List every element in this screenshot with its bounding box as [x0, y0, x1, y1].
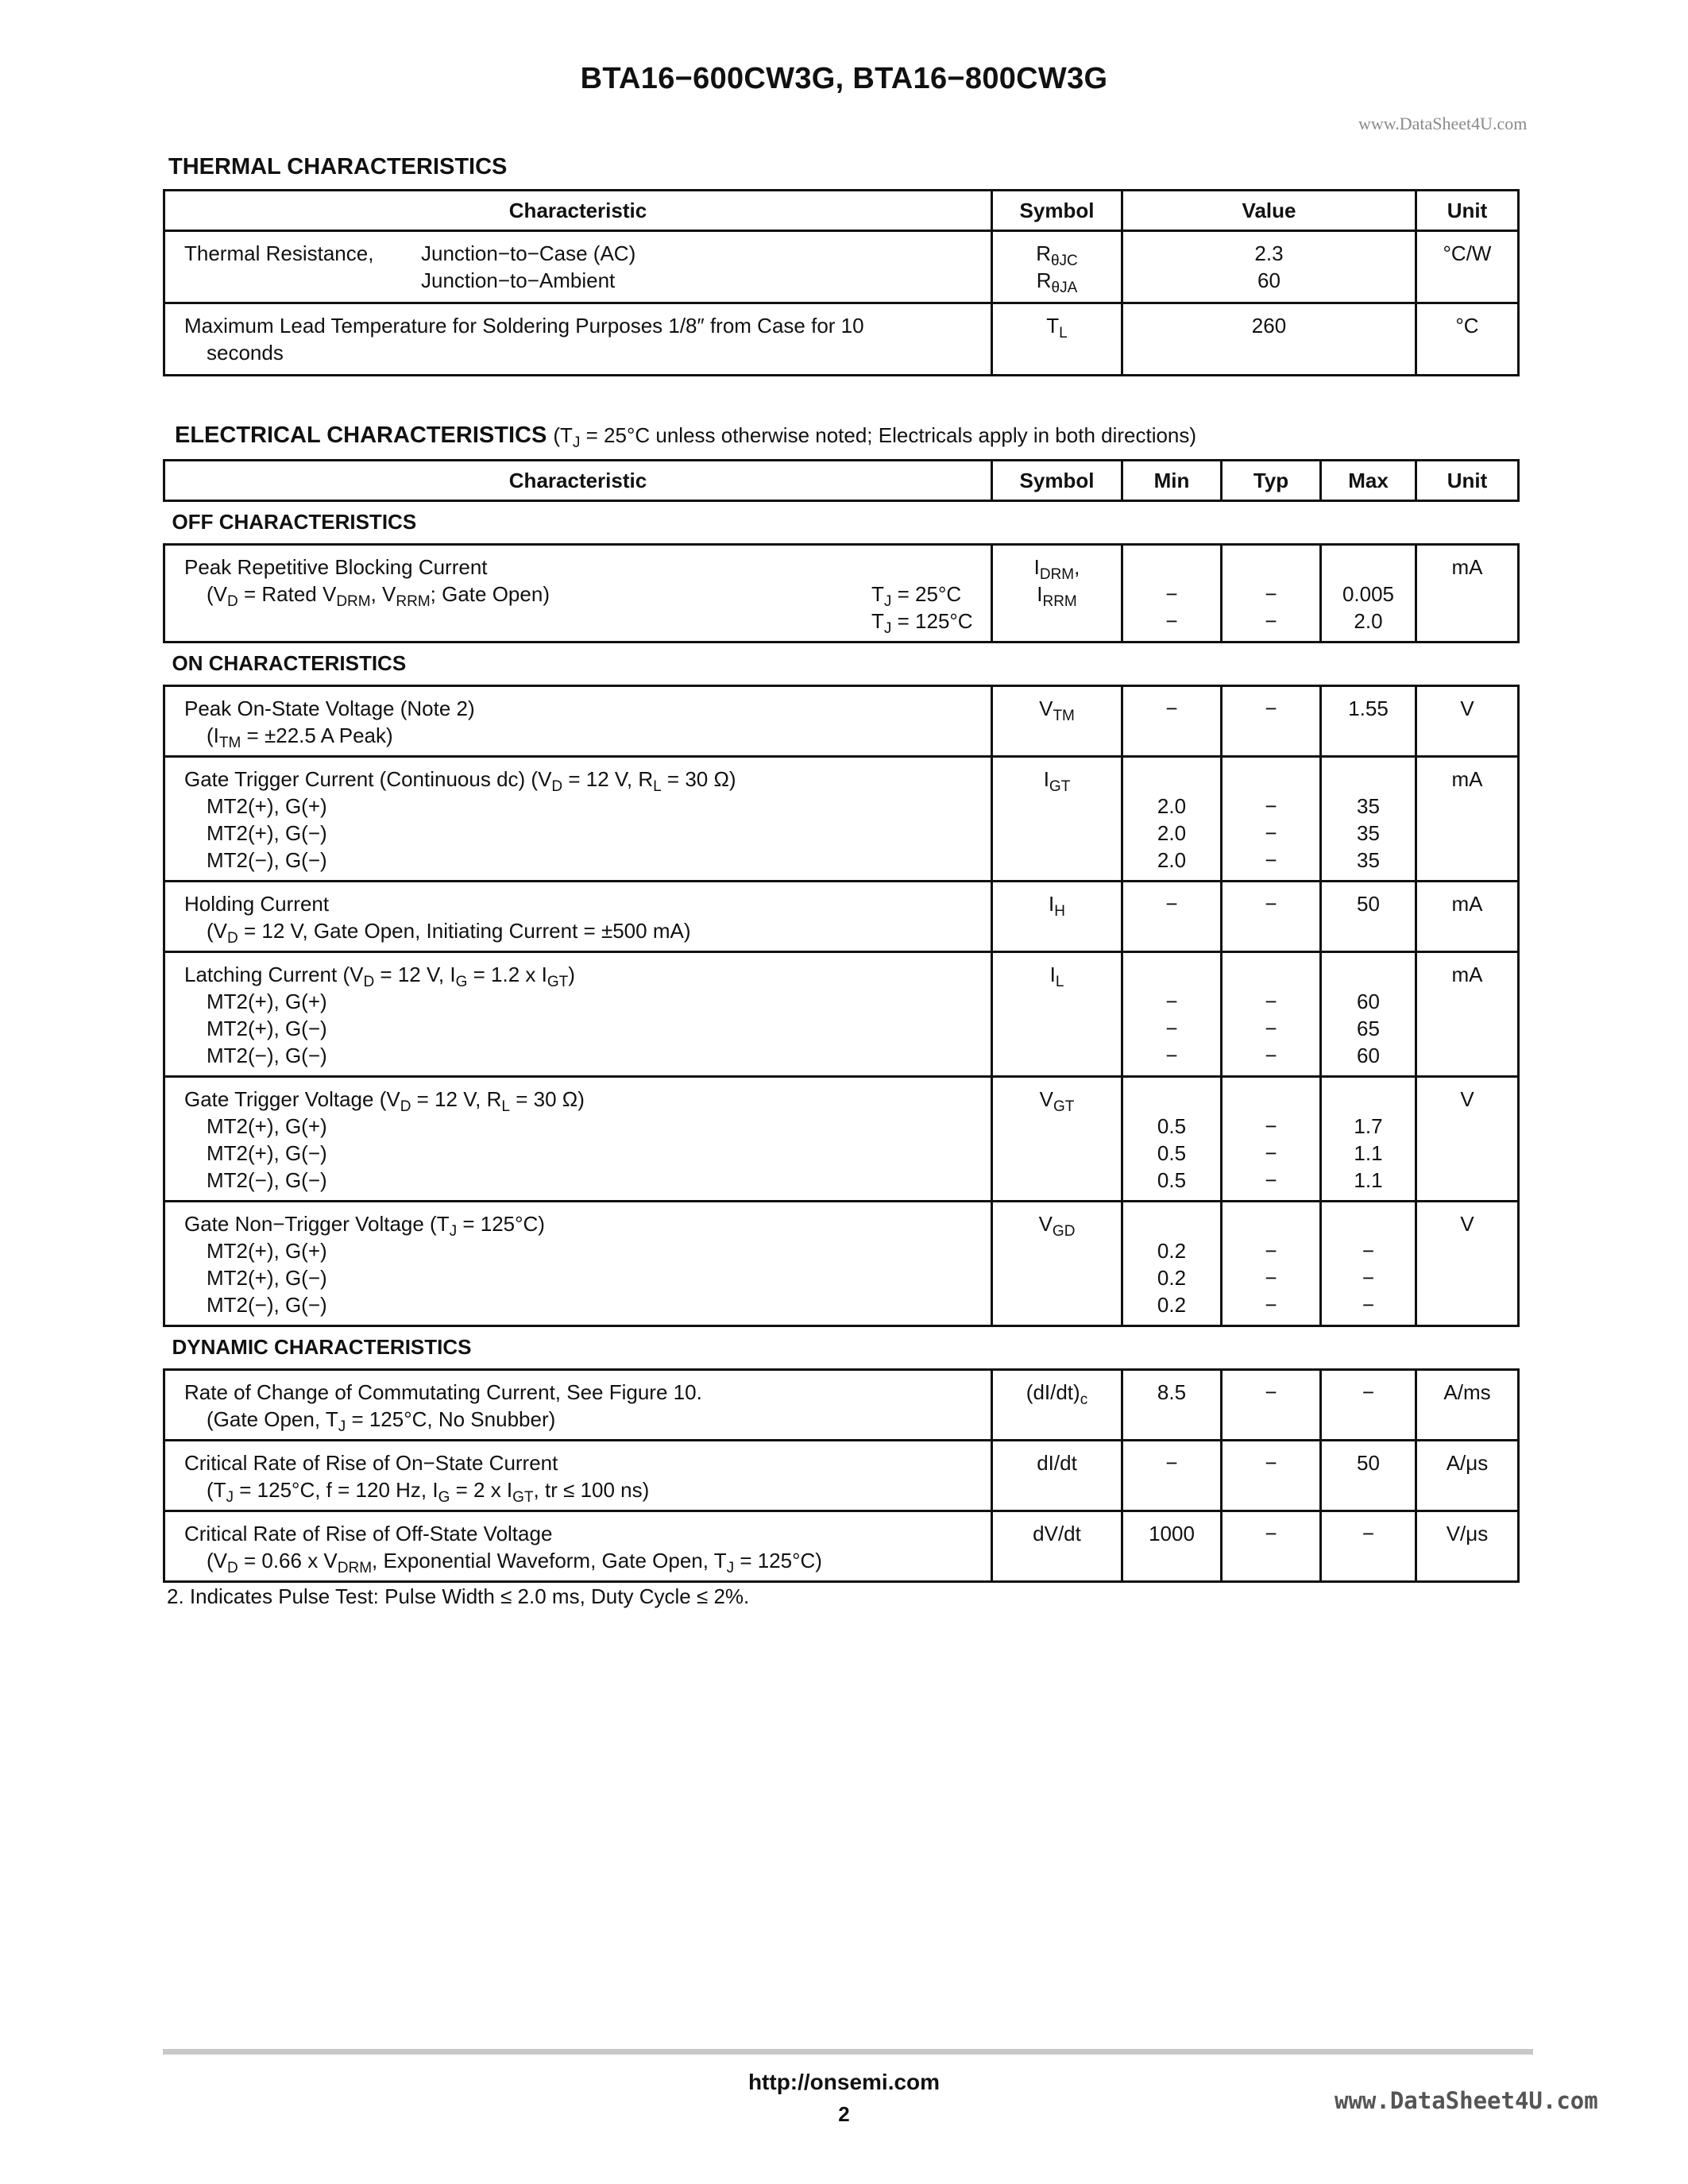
group-off [164, 501, 1519, 545]
mode-label: MT2(+), G(−) [207, 1266, 327, 1290]
table-row [164, 303, 1519, 376]
table-row [164, 545, 1519, 642]
col-symbol: Symbol [992, 191, 1122, 231]
unit-cell: V [1416, 1202, 1519, 1326]
row-condition: ($T_J = 125^\circ C$, f = 120 Hz, $I_G = 2$ x $I_{GT}$, tr ≤ 100 ns) [207, 1478, 650, 1506]
col-min: Min [1122, 461, 1222, 501]
col-characteristic: Characteristic [164, 461, 992, 501]
symbol-cell: $V_{TM}$ [992, 686, 1122, 757]
unit-cell: V/μs [1416, 1511, 1519, 1582]
col-max: Max [1321, 461, 1416, 501]
symbol-rthjc: $R_{\theta JC}$ [1036, 241, 1078, 269]
unit-cell: A/ms [1416, 1370, 1519, 1441]
typ-cell: − [1222, 686, 1321, 757]
max-cell: 35 35 35 [1321, 757, 1416, 882]
table-row [164, 882, 1519, 952]
mode-label: MT2(+), G(+) [207, 990, 327, 1013]
group-on [164, 642, 1519, 686]
characteristic-cell [164, 231, 992, 303]
electrical-heading-note: ($T_J = 25^\circ C$ unless otherwise noted; Electricals apply in both directions) [553, 423, 1197, 451]
max-cell: − − − [1321, 1202, 1416, 1326]
thermal-resistance-label: Thermal Resistance, [184, 241, 374, 265]
group-label: DYNAMIC CHARACTERISTICS [164, 1326, 1519, 1370]
group-dynamic [164, 1326, 1519, 1370]
col-value: Value [1122, 191, 1416, 231]
typ-cell: − − − [1222, 1077, 1321, 1202]
value-rthjc: 2.3 [1254, 241, 1284, 265]
min-cell: 2.0 2.0 2.0 [1122, 757, 1222, 882]
temp-condition-2: $T_J = 125^\circ C$ [871, 609, 973, 637]
unit-cell: °C/W [1416, 231, 1519, 303]
symbol-cell: $I_{GT}$ [992, 757, 1122, 882]
symbol-cell: $I_{DRM}$, $I_{RRM}$ [992, 545, 1122, 642]
characteristic-cell [164, 882, 992, 952]
symbol-cell: $T_L$ [992, 303, 1122, 376]
characteristic-cell [164, 1441, 992, 1511]
unit-cell: mA [1416, 757, 1519, 882]
document-title: BTA16−600CW3G, BTA16−800CW3G [580, 62, 1108, 95]
max-cell: 50 [1321, 882, 1416, 952]
thermal-heading: THERMAL CHARACTERISTICS [168, 154, 508, 179]
min-cell: 8.5 [1122, 1370, 1222, 1441]
row-condition: (Gate Open, $T_J = 125^\circ C$, No Snubber) [207, 1407, 556, 1435]
mode-label: MT2(−), G(−) [207, 1293, 327, 1317]
col-unit: Unit [1416, 461, 1519, 501]
unit-cell: mA [1416, 952, 1519, 1077]
typ-cell: − [1222, 882, 1321, 952]
mode-label: MT2(+), G(+) [207, 794, 327, 818]
characteristic-cell [164, 757, 992, 882]
group-label: ON CHARACTERISTICS [164, 642, 1519, 686]
electrical-table [163, 459, 1520, 1583]
value-cell [1122, 231, 1416, 303]
table-row [164, 1202, 1519, 1326]
symbol-cell [992, 231, 1122, 303]
symbol-cell: $(dI/dt)_c$ [992, 1370, 1122, 1441]
symbol-cell: dI/dt [992, 1441, 1122, 1511]
col-typ: Typ [1222, 461, 1321, 501]
footer-url-link[interactable]: http://onsemi.com [747, 2070, 941, 2094]
footnote: 2. Indicates Pulse Test: Pulse Width ≤ 2.0 ms, Duty Cycle ≤ 2%. [167, 1584, 750, 1608]
min-cell: 0.5 0.5 0.5 [1122, 1077, 1222, 1202]
max-cell: 50 [1321, 1441, 1416, 1511]
typ-cell: − [1222, 1511, 1321, 1582]
col-characteristic: Characteristic [164, 191, 992, 231]
mode-label: MT2(+), G(+) [207, 1114, 327, 1138]
characteristic-cell [164, 1511, 992, 1582]
unit-cell: V [1416, 1077, 1519, 1202]
max-cell: 1.55 [1321, 686, 1416, 757]
group-label: OFF CHARACTERISTICS [164, 501, 1519, 545]
symbol-cell: $V_{GT}$ [992, 1077, 1122, 1202]
typ-cell: − [1222, 1441, 1321, 1511]
min-cell: − [1122, 1441, 1222, 1511]
row-title: Gate Trigger Current (Continuous dc) ($V_D = 12$ V, $R_L = 30$ Ω) [184, 767, 736, 795]
footer-divider [163, 2049, 1533, 2055]
temp-condition-1: $T_J = 25^\circ C$ [871, 582, 962, 610]
table-row [164, 952, 1519, 1077]
mode-label: MT2(+), G(−) [207, 821, 327, 845]
table-row [164, 231, 1519, 303]
unit-cell: mA [1416, 545, 1519, 642]
lead-temp-label-cont: seconds [207, 341, 284, 365]
row-title: Critical Rate of Rise of On−State Current [184, 1451, 558, 1475]
table-row [164, 757, 1519, 882]
typ-cell: − [1222, 1370, 1321, 1441]
min-cell: 1000 [1122, 1511, 1222, 1582]
symbol-cell: dV/dt [992, 1511, 1122, 1582]
min-cell: − [1122, 882, 1222, 952]
thermal-table [163, 189, 1520, 376]
row-condition: ($V_D = 0.66$ x $V_{DRM}$, Exponential Waveform, Gate Open, $T_J = 125^\circ C$) [207, 1549, 822, 1576]
min-cell: − − [1122, 545, 1222, 642]
characteristic-cell [164, 686, 992, 757]
unit-cell: A/μs [1416, 1441, 1519, 1511]
unit-cell: V [1416, 686, 1519, 757]
symbol-cell: $I_H$ [992, 882, 1122, 952]
electrical-header-row [164, 461, 1519, 501]
row-title: Latching Current ($V_D = 12$ V, $I_G = 1.2$ x $I_{GT}$) [184, 963, 575, 990]
value-rthja: 60 [1257, 268, 1280, 292]
junction-to-case-label: Junction−to−Case (AC) [421, 241, 636, 265]
row-title: Peak On-State Voltage (Note 2) [184, 696, 475, 720]
mode-label: MT2(+), G(+) [207, 1239, 327, 1263]
table-row [164, 1370, 1519, 1441]
lead-temp-label: Maximum Lead Temperature for Soldering Purposes 1/8″ from Case for 10 [184, 314, 864, 338]
typ-cell: − − [1222, 545, 1321, 642]
max-cell: 0.005 2.0 [1321, 545, 1416, 642]
max-cell: − [1321, 1511, 1416, 1582]
min-cell: 0.2 0.2 0.2 [1122, 1202, 1222, 1326]
row-title: Critical Rate of Rise of Off-State Voltage [184, 1522, 553, 1545]
table-row [164, 1441, 1519, 1511]
mode-label: MT2(−), G(−) [207, 1044, 327, 1067]
characteristic-cell [164, 303, 992, 376]
mode-label: MT2(−), G(−) [207, 1168, 327, 1192]
symbol-cell: $I_L$ [992, 952, 1122, 1077]
electrical-heading-text: ELECTRICAL CHARACTERISTICS [175, 423, 547, 448]
characteristic-cell [164, 1370, 992, 1441]
characteristic-cell [164, 952, 992, 1077]
junction-to-ambient-label: Junction−to−Ambient [421, 268, 616, 292]
row-condition: ($V_D = 12$ V, Gate Open, Initiating Current = ±500 mA) [207, 919, 691, 947]
row-title: Rate of Change of Commutating Current, See Figure 10. [184, 1380, 702, 1404]
characteristic-cell [164, 1077, 992, 1202]
row-title: Gate Trigger Voltage ($V_D = 12$ V, $R_L = 30$ Ω) [184, 1087, 585, 1115]
max-cell: 60 65 60 [1321, 952, 1416, 1077]
max-cell: 1.7 1.1 1.1 [1321, 1077, 1416, 1202]
min-cell: − [1122, 686, 1222, 757]
table-row [164, 1511, 1519, 1582]
value-cell: 260 [1122, 303, 1416, 376]
max-cell: − [1321, 1370, 1416, 1441]
symbol-cell: $V_{GD}$ [992, 1202, 1122, 1326]
typ-cell: − − − [1222, 1202, 1321, 1326]
page-number: 2 [838, 2102, 850, 2126]
table-row [164, 686, 1519, 757]
row-condition: ($I_{TM} = \pm 22.5$ A Peak) [207, 723, 393, 751]
unit-cell: mA [1416, 882, 1519, 952]
row-condition: ($V_D$ = Rated $V_{DRM}$, $V_{RRM}$; Gate Open) [207, 582, 550, 610]
row-title: Peak Repetitive Blocking Current [184, 555, 488, 579]
row-title: Holding Current [184, 892, 330, 916]
symbol-rthja: $R_{\theta JA}$ [1036, 268, 1078, 296]
electrical-heading [175, 423, 1196, 449]
characteristic-cell [164, 1202, 992, 1326]
unit-cell: °C [1416, 303, 1519, 376]
thermal-header-row [164, 191, 1519, 231]
table-row [164, 1077, 1519, 1202]
typ-cell: − − − [1222, 757, 1321, 882]
mode-label: MT2(−), G(−) [207, 848, 327, 872]
row-title: Gate Non−Trigger Voltage $(T_J = 125^\circ C)$ [184, 1212, 545, 1240]
col-unit: Unit [1416, 191, 1519, 231]
col-symbol: Symbol [992, 461, 1122, 501]
min-cell: − − − [1122, 952, 1222, 1077]
characteristic-cell [164, 545, 992, 642]
mode-label: MT2(+), G(−) [207, 1017, 327, 1040]
watermark-top: www.DataSheet4U.com [1358, 114, 1528, 133]
typ-cell: − − − [1222, 952, 1321, 1077]
watermark-bottom: www.DataSheet4U.com [1335, 2087, 1598, 2114]
mode-label: MT2(+), G(−) [207, 1141, 327, 1165]
